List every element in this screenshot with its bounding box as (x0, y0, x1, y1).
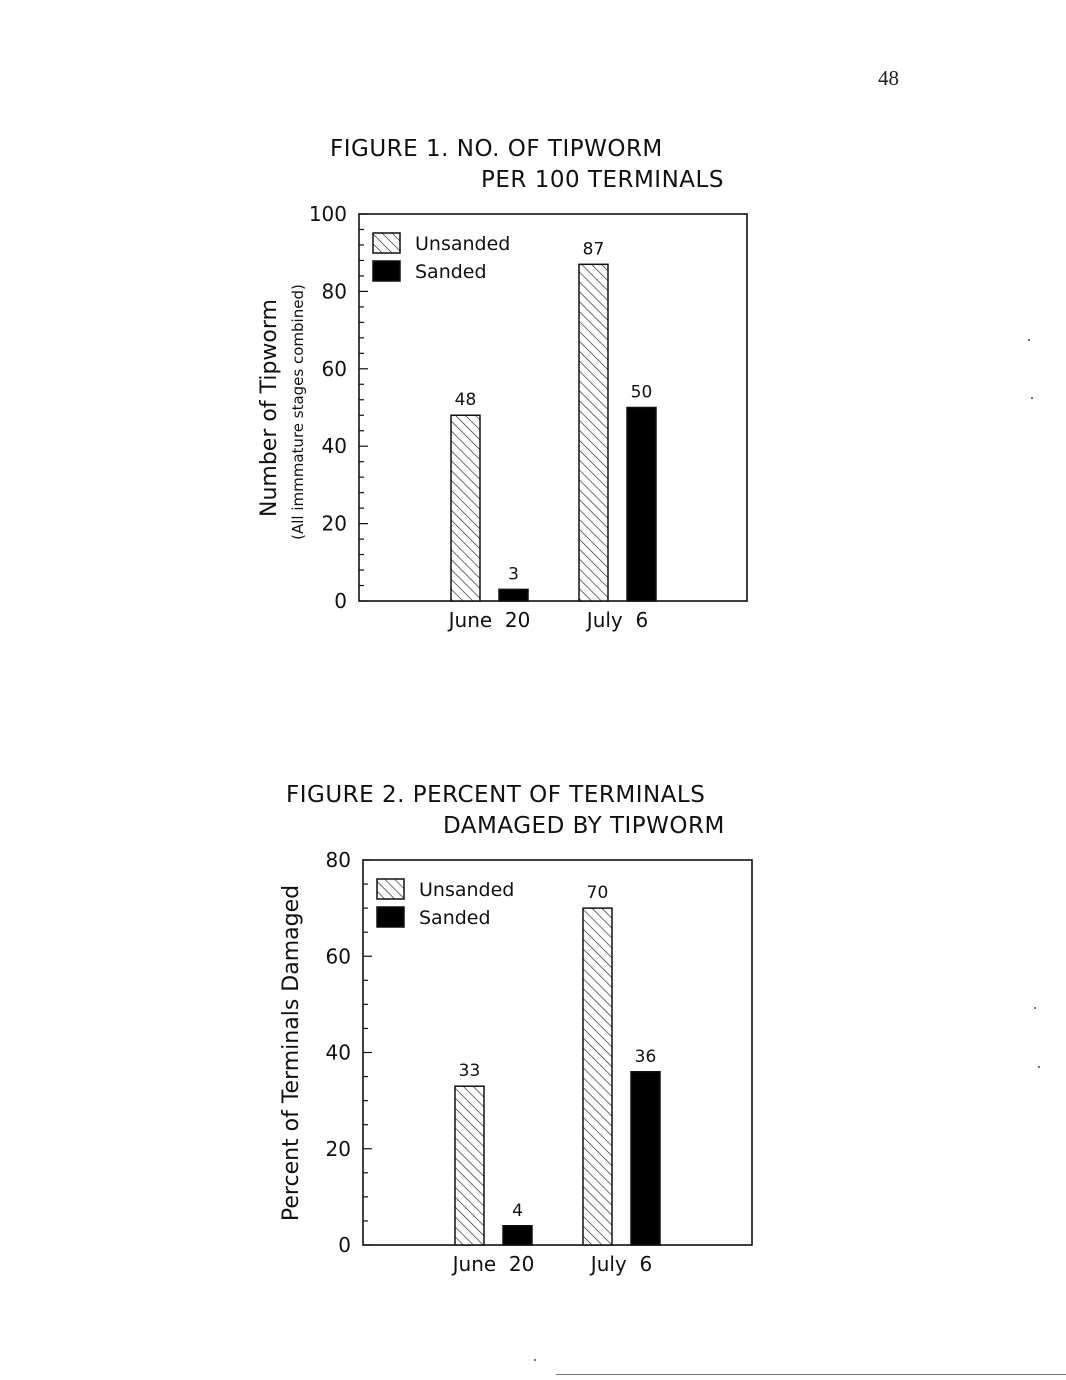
legend-label: Sanded (419, 907, 491, 929)
bar-unsanded (455, 1086, 484, 1245)
legend-label: Unsanded (419, 879, 515, 901)
footer-rule (556, 1374, 1066, 1375)
bar-value-label: 48 (454, 390, 477, 411)
bar-sanded (503, 1226, 532, 1245)
bar-sanded (631, 1072, 660, 1245)
y-tick-label: 80 (325, 848, 351, 872)
legend-label: Sanded (415, 261, 487, 283)
legend-swatch-unsanded (377, 879, 404, 899)
scan-speck (534, 1359, 536, 1361)
scan-speck (1031, 397, 1033, 399)
y-axis-label: Percent of Terminals Damaged (279, 884, 304, 1222)
x-category-label: July 6 (586, 608, 649, 632)
page-number: 48 (878, 66, 899, 90)
legend-swatch-sanded (377, 907, 404, 927)
figure-1-title-line1: FIGURE 1. NO. OF TIPWORM (330, 136, 663, 162)
bar-unsanded (583, 908, 612, 1245)
x-category-label: June 20 (448, 608, 531, 632)
y-tick-label: 0 (334, 589, 347, 613)
y-tick-label: 80 (321, 279, 347, 304)
scan-speck (1028, 339, 1030, 341)
y-tick-label: 60 (321, 356, 347, 381)
scan-speck (1034, 1007, 1036, 1009)
y-tick-label: 100 (308, 202, 347, 226)
y-tick-label: 20 (325, 1136, 351, 1161)
scan-speck (1038, 1066, 1040, 1068)
figure-1-title-line2: PER 100 TERMINALS (481, 167, 724, 193)
bar-value-label: 4 (512, 1200, 523, 1221)
bar-value-label: 33 (458, 1061, 481, 1082)
x-category-label: July 6 (590, 1252, 653, 1276)
x-category-label: June 20 (452, 1252, 535, 1276)
y-tick-label: 40 (321, 434, 347, 459)
figure-2-title-line2: DAMAGED BY TIPWORM (443, 813, 725, 839)
y-tick-label: 40 (325, 1040, 351, 1065)
y-tick-label: 60 (325, 944, 351, 969)
figure-2-title-line1: FIGURE 2. PERCENT OF TERMINALS (286, 782, 706, 808)
legend-label: Unsanded (415, 233, 511, 255)
y-tick-label: 20 (321, 511, 347, 536)
y-axis-label: Number of Tipworm (257, 299, 282, 517)
bar-value-label: 50 (630, 382, 653, 403)
bar-value-label: 87 (582, 239, 605, 260)
bar-value-label: 3 (508, 564, 519, 585)
y-tick-label: 0 (338, 1233, 351, 1257)
y-axis-sublabel: (All immmature stages combined) (289, 284, 307, 540)
bar-value-label: 36 (634, 1046, 657, 1067)
bar-value-label: 70 (586, 883, 609, 904)
